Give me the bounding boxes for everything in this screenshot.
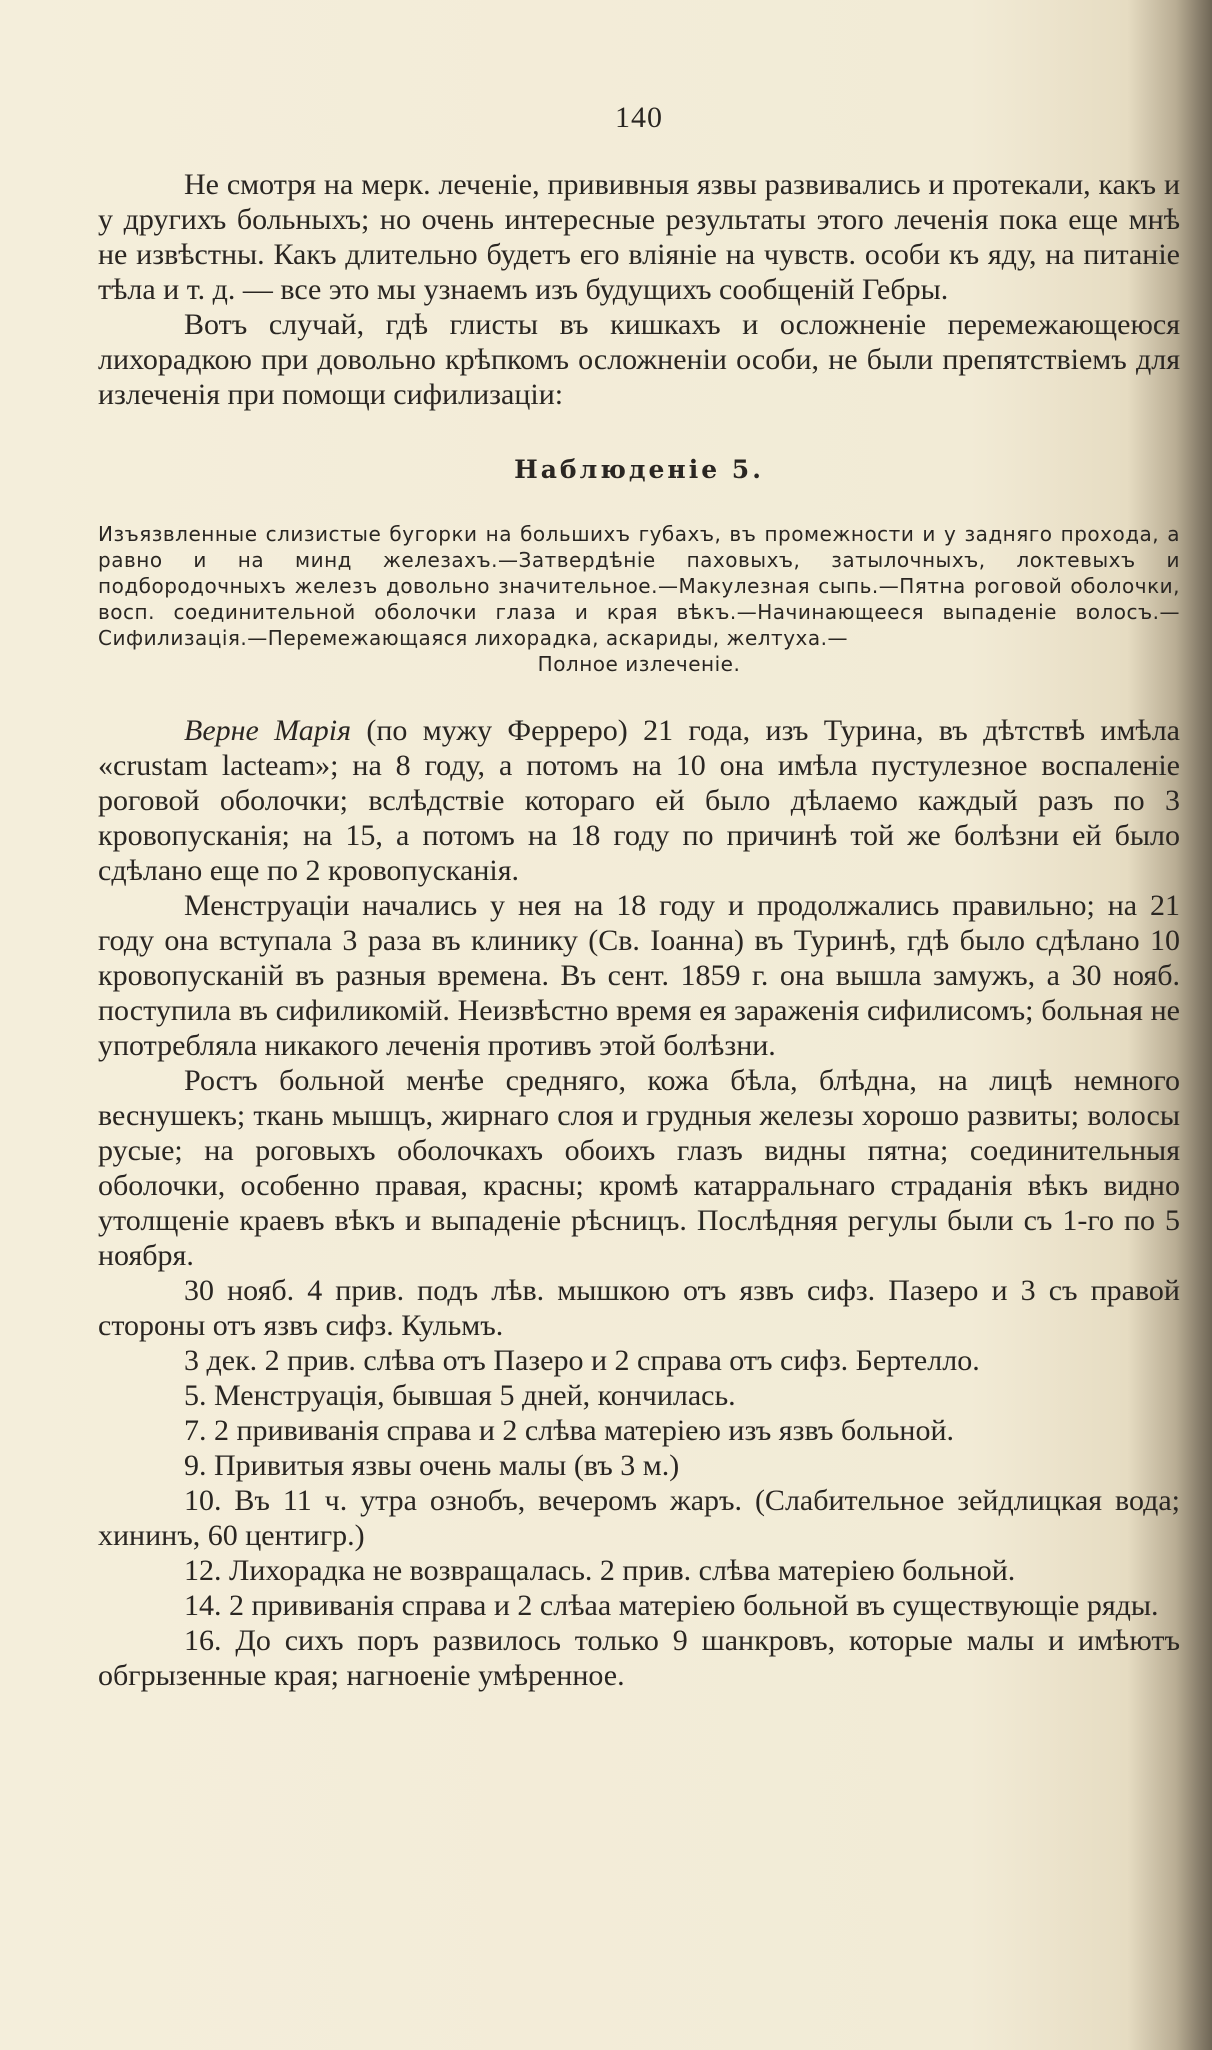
diary-entry: 10. Въ 11 ч. утра ознобъ, вечеромъ жаръ. (Слабительное зейдлицкая вода; хининъ, 60 центигр.) [98, 1484, 1180, 1552]
case-summary [98, 521, 1180, 677]
diary-entry: 14. 2 прививанія справа и 2 слѣаа матеріею больной въ существующіе ряды. [184, 1589, 1159, 1622]
diary-entry: 12. Лихорадка не возвращалась. 2 прив. слѣва матеріею больной. [184, 1554, 1016, 1587]
observation-heading: Наблюденіе 5. [514, 455, 764, 484]
case-paragraph-menstruation: Менструаціи начались у нея на 18 году и продолжались правильно; на 21 году она вступала 3 раза въ клинику (Св. Іоанна) въ Туринѣ, гдѣ было сдѣлано 10 кровопусканій въ разныя времена. Въ сент. 1859 г. она вышла замужъ, а 30 нояб. поступила въ сифиликомій. Неизвѣстно время ея зараженія сифилисомъ; больная не употребляла никакого леченія противъ этой болѣзни. [98, 889, 1180, 1062]
intro-paragraph-2: Вотъ случай, гдѣ глисты въ кишкахъ и осложненіе перемежающеюся лихорадкою при довольно крѣпкомъ осложненіи особи, не были препятствіемъ для излеченія при помощи сифилизаціи: [98, 308, 1180, 411]
diary-entry: 9. Привитыя язвы очень малы (въ 3 м.) [184, 1449, 680, 1482]
case-summary-outcome: Полное излеченіе. [537, 652, 741, 676]
case-first-paragraph-text: (по мужу Ферреро) 21 года, изъ Турина, въ дѣтствѣ имѣла «crustam lacteam»; на 8 году, а потомъ на 10 она имѣла пустулезное воспаленіе роговой оболочки; вслѣдствіе котораго ей было дѣлаемо каждый разъ по 3 кровопусканія; на 15, а потомъ на 18 году по причинѣ той же болѣзни ей было сдѣлано еще по 2 кровопусканія. [98, 714, 1180, 887]
diary-entry: 3 дек. 2 прив. слѣва отъ Пазеро и 2 справа отъ сифз. Бертелло. [184, 1344, 980, 1377]
patient-name: Верне Марія [184, 714, 352, 747]
case-first-paragraph [98, 713, 1180, 888]
diary-entry: 30 нояб. 4 прив. подъ лѣв. мышкою отъ язвъ сифз. Пазеро и 3 съ правой стороны отъ язвъ сифз. Кульмъ. [98, 1274, 1180, 1342]
diary-entry: 16. До сихъ поръ развилось только 9 шанкровъ, которые малы и имѣютъ обгрызенные края; нагноеніе умѣренное. [98, 1624, 1180, 1692]
diary-entry: 5. Менструація, бывшая 5 дней, кончилась. [184, 1379, 736, 1412]
case-diary [98, 1273, 1180, 1693]
document-body [98, 100, 1180, 1693]
page-number: 140 [615, 101, 663, 134]
case-paragraph-status: Ростъ больной менѣе средняго, кожа бѣла, блѣдна, на лицѣ немного веснушекъ; ткань мышцъ, жирнаго слоя и грудныя железы хорошо развиты; волосы русые; на роговыхъ оболочкахъ обоихъ глазъ видны пятна; соединительныя оболочки, особенно правая, красны; кромѣ катарральнаго страданія вѣкъ видно утолщеніе краевъ вѣкъ и выпаденіе рѣсницъ. Послѣдняя регулы были съ 1-го по 5 ноября. [98, 1064, 1180, 1272]
case-summary-body: Изъязвленные слизистые бугорки на большихъ губахъ, въ промежности и у задняго прохода, а равно и на минд железахъ.—Затвердѣніе паховыхъ, затылочныхъ, локтевыхъ и подбородочныхъ железъ довольно значительное.—Макулезная сыпь.—Пятна роговой оболочки, восп. соединительной оболочки глаза и края вѣкъ.—Начинающееся выпаденіе волосъ.—Сифилизація.—Перемежающаяся лихорадка, аскариды, желтуха.— [98, 522, 1180, 650]
intro-paragraph-1: Не смотря на мерк. леченіе, прививныя язвы развивались и протекали, какъ и у другихъ больныхъ; но очень интересные результаты этого леченія пока еще мнѣ не извѣстны. Какъ длительно будетъ его вліяніе на чувств. особи къ яду, на питаніе тѣла и т. д. — все это мы узнаемъ изъ будущихъ сообщеній Гебры. [98, 168, 1180, 306]
diary-entry: 7. 2 прививанія справа и 2 слѣва матеріею изъ язвъ больной. [184, 1414, 955, 1447]
